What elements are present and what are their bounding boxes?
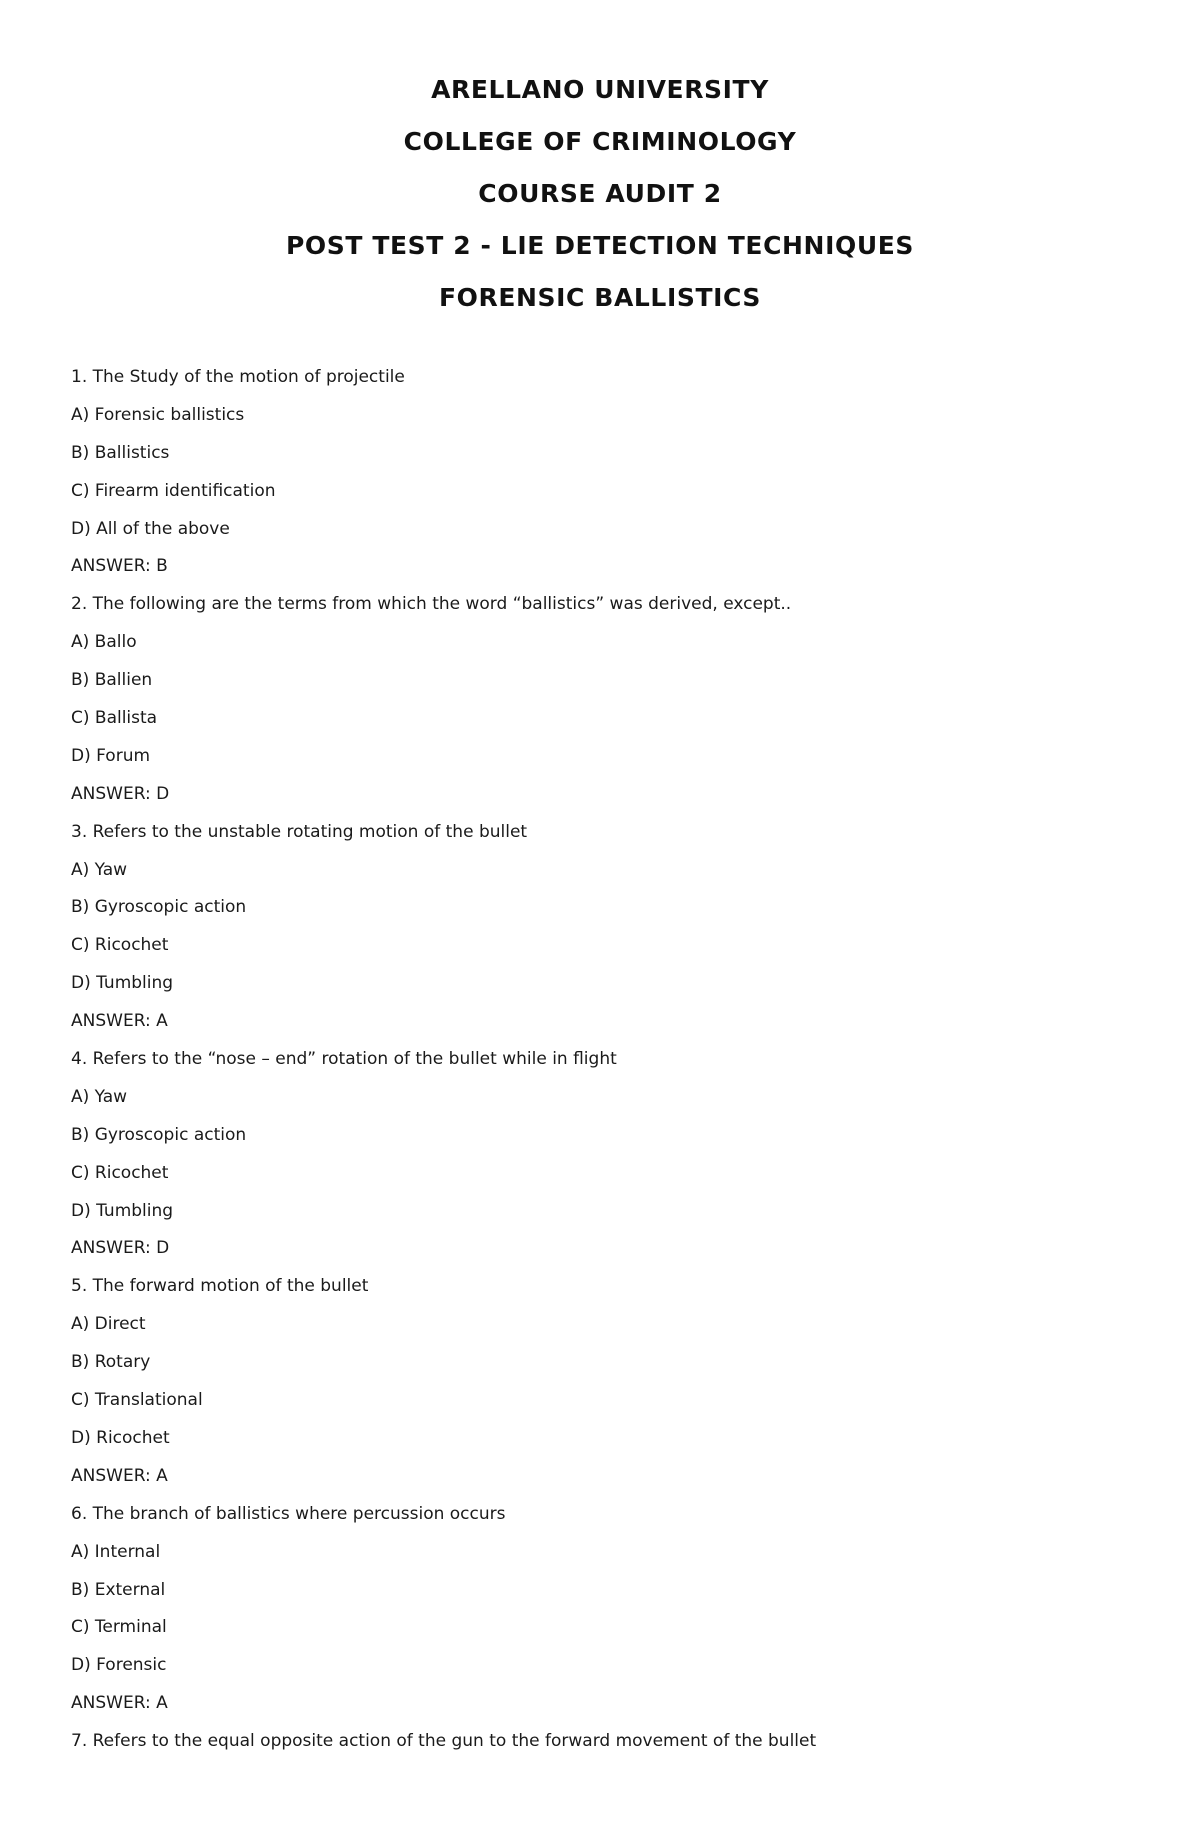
option-d: D) Forum (71, 745, 151, 766)
option-b: B) Gyroscopic action (71, 1124, 247, 1145)
question-text: 4. Refers to the “nose – end” rotation of the bullet while in flight (71, 1049, 617, 1070)
course-title: COURSE AUDIT 2 (478, 179, 722, 208)
question-text: 3. Refers to the unstable rotating motion of the bullet (71, 821, 528, 842)
document-header (0, 70, 1200, 330)
option-d: D) Forensic (71, 1655, 167, 1676)
option-c: C) Ballista (71, 708, 158, 729)
option-a: A) Forensic ballistics (71, 404, 245, 425)
option-a: A) Ballo (71, 632, 137, 653)
option-b: B) External (71, 1579, 166, 1600)
option-b: B) Ballistics (71, 442, 170, 463)
answer-line: ANSWER: B (71, 556, 168, 577)
university-title: ARELLANO UNIVERSITY (431, 75, 769, 104)
option-b: B) Gyroscopic action (71, 897, 247, 918)
option-a: A) Yaw (71, 1086, 128, 1107)
option-c: C) Ricochet (71, 935, 169, 956)
answer-line: ANSWER: D (71, 1238, 170, 1259)
option-c: C) Terminal (71, 1617, 167, 1638)
option-d: D) All of the above (71, 518, 230, 539)
question-text: 2. The following are the terms from which the word “ballistics” was derived, except.. (71, 594, 792, 615)
option-a: A) Internal (71, 1541, 161, 1562)
option-c: C) Translational (71, 1390, 203, 1411)
option-c: C) Firearm identification (71, 480, 276, 501)
question-text: 6. The branch of ballistics where percussion occurs (71, 1503, 506, 1524)
option-a: A) Direct (71, 1314, 146, 1335)
option-c: C) Ricochet (71, 1162, 169, 1183)
option-b: B) Rotary (71, 1352, 151, 1373)
option-d: D) Ricochet (71, 1427, 170, 1448)
answer-line: ANSWER: A (71, 1693, 168, 1714)
test-title: POST TEST 2 - LIE DETECTION TECHNIQUES (285, 231, 915, 260)
subject-title: FORENSIC BALLISTICS (438, 283, 762, 312)
question-text: 1. The Study of the motion of projectile (71, 367, 405, 387)
option-d: D) Tumbling (71, 1200, 174, 1221)
question-list (71, 358, 1171, 1760)
option-a: A) Yaw (71, 859, 128, 880)
option-d: D) Tumbling (71, 973, 174, 994)
college-title: COLLEGE OF CRIMINOLOGY (403, 127, 797, 156)
answer-line: ANSWER: A (71, 1465, 168, 1486)
answer-line: ANSWER: A (71, 1011, 168, 1032)
option-b: B) Ballien (71, 670, 153, 691)
question-text: 5. The forward motion of the bullet (71, 1276, 369, 1297)
answer-line: ANSWER: D (71, 783, 170, 804)
question-text: 7. Refers to the equal opposite action of the gun to the forward movement of the bullet (71, 1731, 817, 1752)
